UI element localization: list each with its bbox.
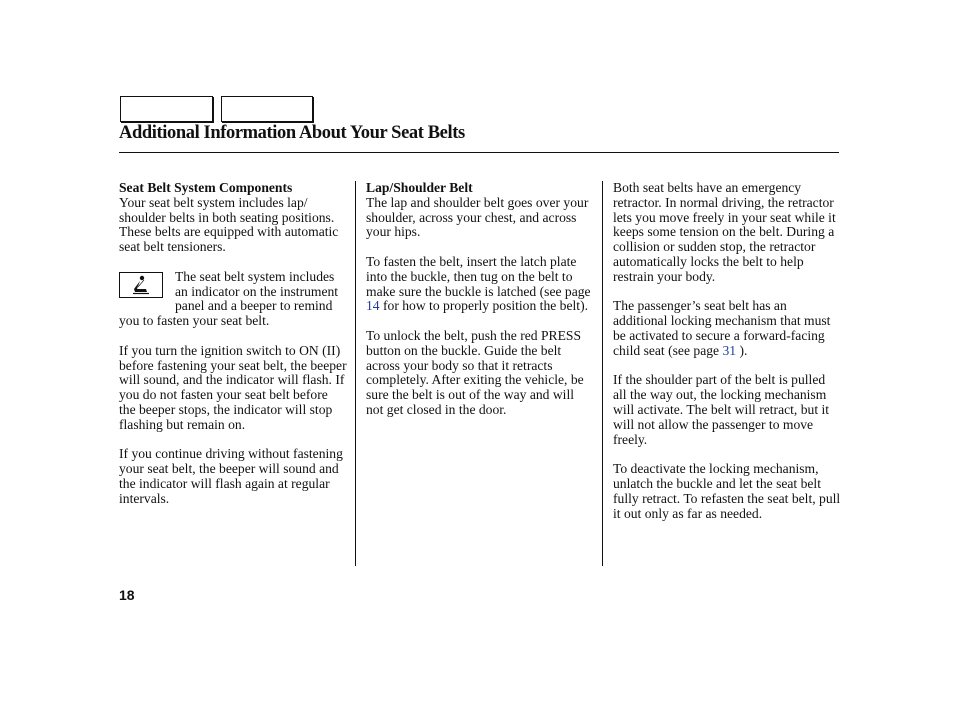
column-seat-belt-components bbox=[119, 181, 347, 521]
paragraph-text: Both seat belts have an emergency retractor. In normal driving, the retractor lets you move freely in your seat while it keeps some tension on the belt. During a collision or sudden stop, the retractor automatically locks the belt to help restrain your body. bbox=[613, 180, 836, 284]
paragraph-text: The passenger’s seat belt has an additional locking mechanism that must be activated to secure a forward-facing child seat (see page bbox=[613, 298, 831, 358]
paragraph-text: If you turn the ignition switch to ON (II) before fastening your seat belt, the beeper will sound, and the indicator will flash. If you do not fasten your seat belt before the beeper stops, the indicator will stop flashing but remain on. bbox=[119, 342, 347, 432]
paragraph-text: To fasten the belt, insert the latch plate into the buckle, then tug on the belt to make sure the buckle is latched (see page bbox=[366, 253, 591, 299]
paragraph-text: The lap and shoulder belt goes over your shoulder, across your chest, and across your hips. bbox=[366, 194, 589, 240]
column-lap-shoulder-belt bbox=[366, 181, 594, 433]
paragraph bbox=[366, 255, 594, 314]
column-divider-1 bbox=[355, 181, 356, 566]
paragraph bbox=[119, 270, 347, 329]
index-button[interactable] bbox=[221, 96, 313, 122]
page-link-14[interactable]: 14 bbox=[366, 298, 380, 314]
page-title: Additional Information About Your Seat Belts bbox=[119, 123, 465, 143]
title-divider bbox=[119, 152, 839, 153]
seat-belt-reminder-icon bbox=[119, 272, 163, 298]
paragraph-text: for how to properly position the belt). bbox=[379, 298, 588, 314]
page-link-31[interactable]: 31 bbox=[722, 342, 737, 358]
column-divider-2 bbox=[602, 181, 603, 566]
section-heading: Seat Belt System Components bbox=[119, 180, 293, 195]
paragraph bbox=[119, 181, 347, 255]
main-menu-button[interactable] bbox=[120, 96, 213, 122]
paragraph-text: To deactivate the locking mechanism, unlatch the buckle and let the seat belt fully retract. To refasten the seat belt, pull it out only as far as needed. bbox=[613, 461, 841, 521]
column-retractor bbox=[613, 181, 841, 536]
paragraph-text: If you continue driving without fastening your seat belt, the beeper will sound and the indicator will flash again at regular intervals. bbox=[119, 446, 343, 506]
paragraph-text: Your seat belt system includes lap/ shoulder belts in both seating positions. These belts are equipped with automatic seat belt tensioners. bbox=[119, 194, 339, 255]
paragraph-text: The seat belt system includes an indicator on the instrument panel and a beeper to remind you to fasten your seat belt. bbox=[119, 268, 339, 329]
paragraph bbox=[366, 181, 594, 240]
section-heading: Lap/Shoulder Belt bbox=[366, 180, 473, 195]
paragraph-text: If the shoulder part of the belt is pulled all the way out, the locking mechanism will activate. The belt will retract, but it will not allow the passenger to move freely. bbox=[613, 372, 830, 447]
paragraph-text: ). bbox=[736, 342, 748, 358]
page-number: 18 bbox=[119, 587, 135, 603]
paragraph-text: To unlock the belt, push the red PRESS button on the buckle. Guide the belt across your body so that it retracts completely. After exiting the vehicle, be sure the belt is out of the way and will not get closed in the door. bbox=[366, 327, 584, 417]
paragraph bbox=[613, 299, 841, 358]
